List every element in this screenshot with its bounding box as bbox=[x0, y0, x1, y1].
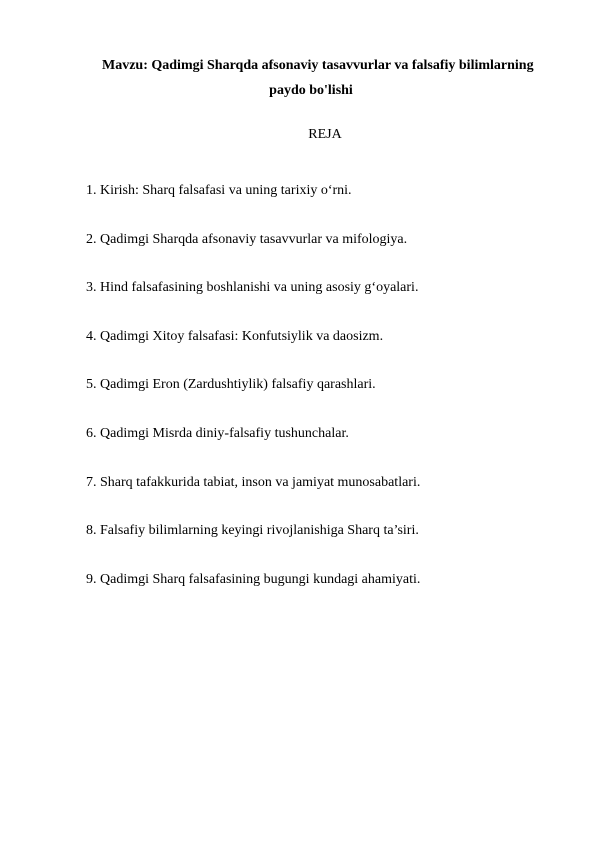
plan-heading: REJA bbox=[308, 127, 342, 142]
document-title-line-2: paydo bo'lishi bbox=[269, 83, 353, 98]
plan-list bbox=[86, 181, 420, 618]
plan-item: 2. Qadimgi Sharqda afsonaviy tasavvurlar va mifologiya. bbox=[86, 231, 408, 247]
plan-item: 5. Qadimgi Eron (Zardushtiylik) falsafiy qarashlari. bbox=[86, 377, 376, 393]
plan-item: 3. Hind falsafasining boshlanishi va uning asosiy g‘oyalari. bbox=[86, 280, 419, 296]
plan-item: 6. Qadimgi Misrda diniy-falsafiy tushunchalar. bbox=[86, 425, 349, 441]
plan-item: 8. Falsafiy bilimlarning keyingi rivojlanishiga Sharq ta’siri. bbox=[86, 523, 419, 539]
plan-item: 7. Sharq tafakkurida tabiat, inson va jamiyat munosabatlari. bbox=[86, 474, 421, 490]
plan-item: 1. Kirish: Sharq falsafasi va uning tarixiy o‘rni. bbox=[86, 183, 352, 198]
plan-item: 4. Qadimgi Xitoy falsafasi: Konfutsiylik va daosizm. bbox=[86, 328, 384, 344]
plan-item: 9. Qadimgi Sharq falsafasining bugungi kundagi ahamiyati. bbox=[86, 571, 421, 587]
document-title-line-1: Mavzu: Qadimgi Sharqda afsonaviy tasavvurlar va falsafiy bilimlarning bbox=[102, 58, 534, 73]
